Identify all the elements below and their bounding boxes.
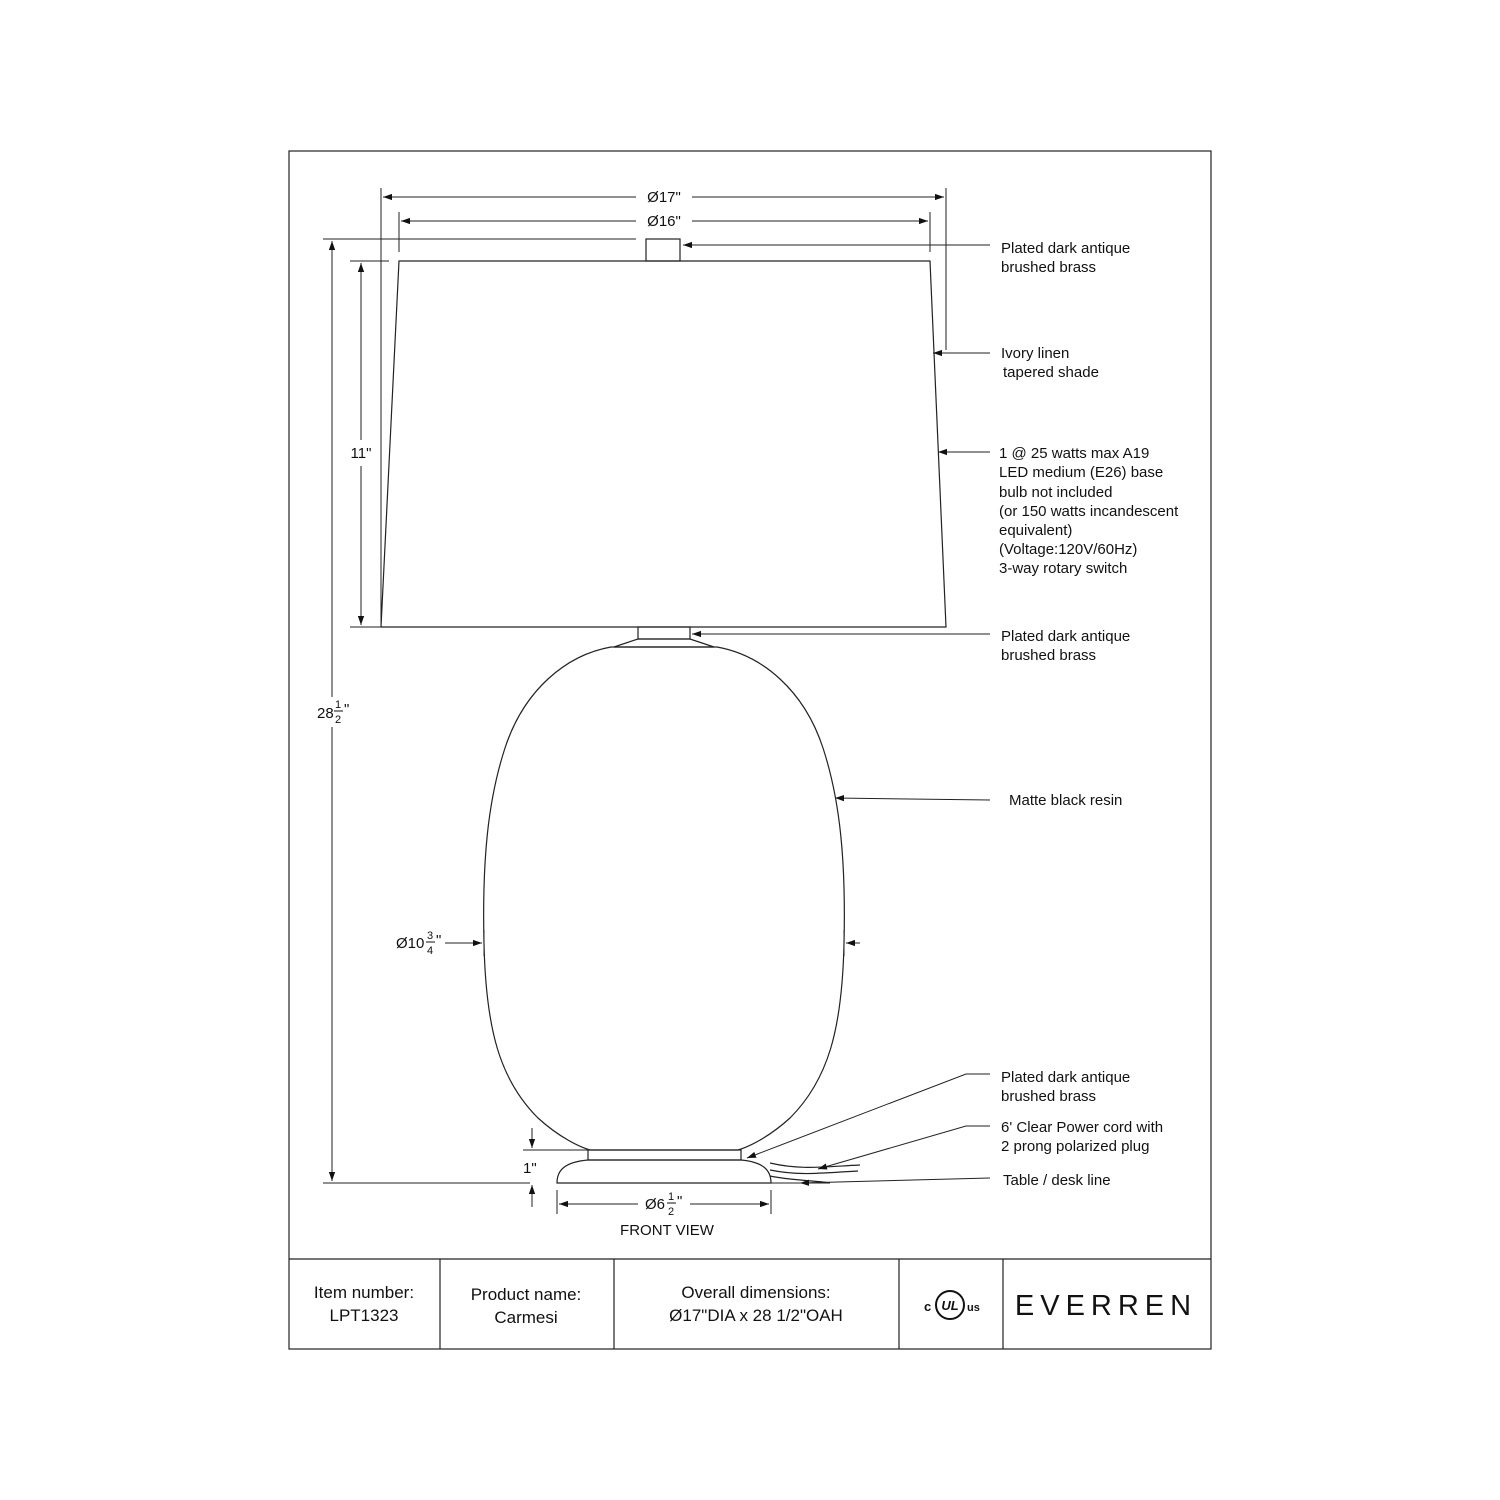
svg-text:Plated dark antique: Plated dark antique — [1001, 240, 1131, 257]
svg-text:2 prong polarized plug: 2 prong polarized plug — [1001, 1138, 1150, 1155]
item-number-value: LPT1323 — [329, 1306, 399, 1325]
brand-logo: EVERREN — [1014, 1290, 1198, 1322]
svg-text:Matte black resin: Matte black resin — [1009, 792, 1123, 809]
svg-text:": " — [344, 701, 350, 718]
base-plinth — [557, 1160, 771, 1183]
overall-dimensions-label: Overall dimensions: — [681, 1283, 831, 1302]
svg-text:UL: UL — [941, 1298, 959, 1313]
svg-text:brushed brass: brushed brass — [1001, 647, 1097, 664]
product-name-label: Product name: — [470, 1285, 582, 1304]
view-label: FRONT VIEW — [620, 1222, 714, 1239]
callout-bulb — [999, 445, 1179, 577]
svg-text:1: 1 — [335, 699, 342, 711]
svg-text:": " — [436, 932, 442, 949]
leader-body — [835, 798, 990, 800]
dim-shade-height: 11" — [350, 445, 372, 462]
drawing-frame — [289, 151, 1211, 1349]
item-number-cell — [314, 1283, 414, 1325]
svg-text:c: c — [924, 1299, 932, 1314]
svg-text:equivalent): equivalent) — [999, 522, 1073, 539]
svg-text:LED medium (E26) base: LED medium (E26) base — [999, 464, 1164, 481]
neck-fitting — [638, 627, 690, 639]
item-number-label: Item number: — [313, 1283, 415, 1302]
product-name-cell — [471, 1285, 582, 1327]
dim-body-dia — [396, 930, 441, 957]
svg-text:3-way rotary switch: 3-way rotary switch — [999, 560, 1128, 577]
svg-text:1 @ 25 watts max A19: 1 @ 25 watts max A19 — [999, 445, 1150, 462]
title-block — [440, 1259, 1003, 1349]
power-cord — [770, 1163, 860, 1167]
callout-leaders — [683, 245, 990, 1183]
svg-text:": " — [677, 1193, 683, 1210]
dim-base-dia — [645, 1191, 682, 1218]
ul-certification-icon — [924, 1291, 980, 1319]
dim-shade-outer: Ø17" — [647, 189, 681, 206]
leader-cord — [818, 1126, 990, 1169]
base-collar — [588, 1150, 741, 1160]
dim-base-height: 1" — [523, 1160, 537, 1177]
svg-text:brushed brass: brushed brass — [1001, 1088, 1097, 1105]
body-cap — [614, 639, 714, 647]
svg-text:Table / desk line: Table / desk line — [1003, 1172, 1111, 1189]
svg-text:us: us — [967, 1302, 980, 1314]
finial — [646, 239, 680, 261]
leader-table — [800, 1178, 990, 1183]
svg-text:2: 2 — [668, 1206, 675, 1218]
svg-text:tapered shade: tapered shade — [1003, 364, 1099, 381]
dim-shade-top: Ø16" — [647, 213, 681, 230]
callout-body — [1009, 792, 1122, 809]
svg-text:28: 28 — [317, 705, 334, 722]
svg-text:4: 4 — [427, 945, 434, 957]
svg-text:Ø6: Ø6 — [645, 1196, 666, 1213]
svg-text:brushed brass: brushed brass — [1001, 259, 1097, 276]
svg-text:3: 3 — [427, 930, 434, 942]
svg-text:1: 1 — [668, 1191, 675, 1203]
svg-text:Plated dark antique: Plated dark antique — [1001, 1069, 1131, 1086]
callout-finial — [1001, 240, 1130, 276]
svg-text:Plated dark antique: Plated dark antique — [1001, 628, 1131, 645]
callout-neck — [1001, 628, 1130, 664]
lampshade — [381, 261, 946, 627]
lamp-front-view — [381, 239, 946, 1183]
leader-base — [747, 1074, 990, 1158]
callout-shade — [1001, 345, 1099, 381]
svg-text:6' Clear Power cord with: 6' Clear Power cord with — [1001, 1119, 1164, 1136]
overall-dimensions-value: Ø17"DIA x 28 1/2"OAH — [669, 1306, 843, 1325]
callout-table — [1003, 1172, 1111, 1189]
lamp-body — [484, 647, 845, 1150]
dim-overall-height — [317, 699, 349, 726]
svg-text:(Voltage:120V/60Hz): (Voltage:120V/60Hz) — [999, 541, 1138, 558]
svg-text:bulb not included: bulb not included — [999, 484, 1113, 501]
callout-cord — [1001, 1119, 1163, 1155]
dimension-lines — [323, 188, 946, 1214]
svg-text:2: 2 — [335, 714, 342, 726]
overall-dimensions-cell — [669, 1283, 843, 1325]
callout-base — [1001, 1069, 1130, 1105]
svg-text:Ø10: Ø10 — [396, 935, 425, 952]
svg-text:Ivory linen: Ivory linen — [1001, 345, 1070, 362]
svg-text:(or 150 watts incandescent: (or 150 watts incandescent — [999, 503, 1179, 520]
product-name-value: Carmesi — [494, 1308, 558, 1327]
